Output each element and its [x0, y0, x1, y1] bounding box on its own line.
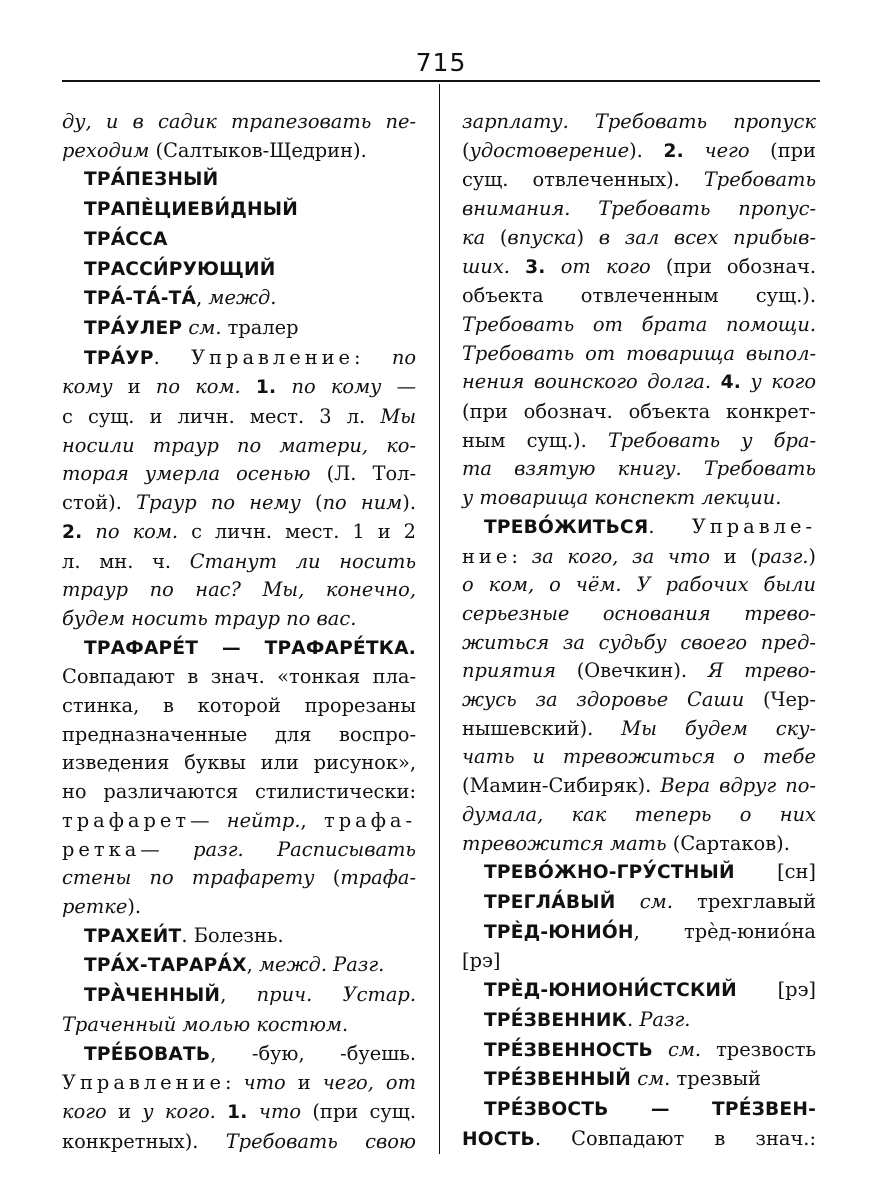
italic-text: нения воинского долга.	[462, 370, 712, 394]
left-column-line	[62, 108, 416, 137]
right-column	[462, 108, 816, 1154]
entry-text: (при обознач. объекта конкрет-	[462, 400, 816, 424]
headword: 1.	[255, 377, 277, 399]
headword: ТРЕВО́ЖНО-ГРУ́СТНЫЙ	[484, 862, 735, 884]
italic-text: см.	[188, 315, 222, 339]
italic-text: ду, и в садик трапезовать пе-	[62, 110, 416, 133]
italic-text: кому	[62, 375, 113, 399]
right-column-line	[462, 600, 816, 629]
entry-text: трафа-	[324, 808, 416, 832]
right-column-line	[462, 947, 816, 976]
headword: ТРЕ́ЗВОСТЬ — ТРЕ́ЗВЕН-	[484, 1098, 816, 1120]
entry-text: [рэ]	[462, 949, 501, 973]
left-column-line	[62, 692, 416, 721]
entry-text: и	[112, 375, 156, 399]
italic-text: кого	[62, 1099, 107, 1123]
entry-text: предназначенные для воспро-	[62, 722, 416, 746]
entry-text: изведения буквы или рисунок»,	[62, 751, 416, 775]
left-column-line	[62, 864, 416, 893]
entry-text: :	[224, 1071, 244, 1095]
headword: ТРЕ́ЗВЕННИК	[484, 1009, 627, 1031]
entry-text: ,	[300, 808, 324, 832]
entry-text: Управле-	[691, 514, 816, 538]
entry-text: (Сартаков).	[666, 831, 790, 855]
left-column-line	[62, 195, 416, 225]
italic-text: Требовать свою	[225, 1129, 416, 1153]
italic-text: о ком, о чём. У рабочих были	[462, 573, 816, 597]
entry-text: трезвость	[701, 1037, 816, 1061]
italic-text: Требовать	[703, 168, 816, 192]
italic-text: тревожится мать	[462, 831, 667, 855]
italic-text: ших.	[462, 254, 510, 278]
right-column-line	[462, 166, 816, 195]
headword: ТРА́ССА	[84, 228, 168, 250]
italic-text: что	[243, 1071, 286, 1095]
italic-text: от кого	[560, 254, 651, 278]
italic-text: по ком.	[155, 375, 241, 399]
entry-text: но различаются стилистически:	[62, 780, 416, 804]
entry-text: трафарет	[62, 808, 191, 832]
entry-text: , -бую, -буешь.	[210, 1041, 416, 1065]
right-column-line	[462, 543, 816, 572]
italic-text: трафа-	[340, 866, 416, 890]
headword: ТРАФАРЕ́Т — ТРАФАРЕ́ТКА.	[84, 637, 416, 659]
left-column-line	[62, 344, 416, 374]
italic-text: межд.	[208, 286, 277, 310]
left-column-line	[62, 981, 416, 1011]
left-column-line	[62, 1011, 416, 1040]
right-column-line	[462, 1036, 816, 1066]
left-column-line	[62, 548, 416, 577]
headword: ТРА̀ЧЕННЫЙ	[84, 985, 221, 1007]
italic-text: по ним	[322, 491, 403, 515]
entry-text: .	[626, 1007, 640, 1031]
entry-text: и (	[710, 544, 758, 568]
entry-text: )	[576, 225, 599, 249]
entry-text: ,	[220, 983, 257, 1007]
left-column-line	[62, 165, 416, 195]
entry-text: нышевский).	[462, 716, 622, 740]
headword: ТРА́ПЕЗНЫЙ	[84, 169, 219, 191]
left-column-line	[62, 605, 416, 634]
italic-text: Мы будем ску-	[621, 716, 817, 740]
headword: ТРЀД-ЮНИОНИ́СТСКИЙ	[484, 980, 737, 1002]
left-column-line	[62, 951, 416, 981]
italic-text: жусь за здоровье Саши	[462, 688, 745, 712]
right-column-line	[462, 801, 816, 830]
entry-text	[82, 520, 95, 543]
entry-text: ).	[629, 138, 664, 162]
entry-text: (	[300, 491, 323, 515]
right-column-line	[462, 888, 816, 918]
entry-text: (	[314, 866, 341, 890]
right-column-line	[462, 195, 816, 224]
italic-text: см.	[639, 889, 673, 913]
headword: ТРЕ́БОВАТЬ	[84, 1043, 211, 1065]
right-column-line	[462, 427, 816, 456]
headword: ТРА́УЛЕР	[84, 317, 183, 339]
italic-text: Вера вдруг по-	[660, 774, 816, 798]
right-column-line	[462, 137, 816, 167]
entry-text: .	[648, 514, 692, 538]
right-column-line	[462, 253, 816, 283]
italic-text: по ком.	[95, 519, 179, 543]
left-column-line	[62, 721, 416, 750]
right-column-line	[462, 858, 816, 888]
right-column-line	[462, 1065, 816, 1095]
entry-text: и	[285, 1071, 323, 1095]
entry-text: (	[485, 225, 508, 249]
italic-text: Требовать от товарища выпол-	[462, 341, 816, 365]
headword: ТРАССИ́РУЮЩИЙ	[84, 258, 276, 280]
right-column-line	[462, 686, 816, 715]
italic-text: серьезные основания трево-	[462, 601, 816, 625]
entry-text: стинка, в которой прорезаны	[62, 694, 416, 718]
headword: ТРА́Х-ТАРАРА́Х	[84, 955, 247, 977]
headword: 3.	[525, 256, 546, 278]
left-column-line	[62, 1069, 416, 1098]
italic-text: ка	[462, 225, 486, 249]
left-column-line	[62, 1040, 416, 1070]
right-column-line	[462, 368, 816, 398]
left-column-line	[62, 373, 416, 403]
entry-text: . Совпадают в знач.:	[534, 1126, 816, 1150]
italic-text: по кому	[291, 375, 382, 399]
right-column-line	[462, 743, 816, 772]
entry-text: —	[381, 375, 416, 399]
italic-text: стены по трафарету	[62, 866, 315, 890]
entry-text: (Овечкин).	[555, 659, 708, 683]
headword: ТРА́УР	[84, 347, 154, 369]
entry-text: сущ. отвлеченных).	[462, 168, 704, 192]
left-column-line	[62, 922, 416, 952]
italic-text: Траченный молью костюм.	[62, 1012, 349, 1036]
italic-text: разг.	[757, 544, 809, 568]
entry-text: ).	[127, 894, 142, 918]
left-column-line	[62, 576, 416, 605]
italic-text: Разг.	[639, 1007, 691, 1031]
left-column-line	[62, 255, 416, 285]
entry-text: :	[354, 345, 392, 369]
entry-text: .	[153, 345, 192, 369]
right-column-line	[462, 629, 816, 658]
entry-text: (Салтыков-Щедрин).	[149, 138, 367, 162]
right-column-line	[462, 455, 816, 484]
left-column-line	[62, 314, 416, 344]
italic-text: межд. Разг.	[258, 953, 385, 977]
entry-text: . Болезнь.	[181, 923, 284, 947]
italic-text: приятия	[462, 659, 556, 683]
italic-text: прич. Устар.	[256, 983, 416, 1007]
entry-text: трехглавый	[672, 889, 816, 913]
left-column-line	[62, 1098, 416, 1128]
italic-text: у кого.	[142, 1099, 216, 1123]
entry-text	[616, 890, 640, 913]
entry-text: ретка	[62, 837, 141, 861]
right-column-line	[462, 1125, 816, 1155]
entry-text: (	[462, 138, 470, 162]
entry-text	[510, 255, 525, 278]
left-column-line	[62, 778, 416, 807]
entry-text: [рэ]	[736, 978, 816, 1002]
left-column-line	[62, 663, 416, 692]
entry-text: стой).	[62, 491, 137, 515]
italic-text: Мы	[380, 405, 416, 429]
italic-text: чего	[704, 138, 750, 162]
page-number: 715	[415, 48, 467, 77]
headword: ТРАПЀЦИЕВИ́ДНЫЙ	[84, 199, 298, 221]
left-column-line	[62, 749, 416, 778]
right-column-line	[462, 830, 816, 859]
entry-text: (при сущ.	[301, 1099, 416, 1123]
right-column-line	[462, 282, 816, 311]
italic-text: см.	[667, 1037, 702, 1061]
italic-text: см.	[637, 1067, 671, 1091]
left-column-line	[62, 284, 416, 314]
left-column-line	[62, 807, 416, 836]
right-column-line	[462, 571, 816, 600]
entry-text: :	[511, 544, 532, 568]
headword: 2.	[663, 140, 684, 162]
italic-text: думала, как теперь о них	[462, 802, 816, 826]
italic-text: удостоверение	[469, 138, 630, 162]
entry-text: , трѐд-юнио́на	[633, 919, 816, 943]
italic-text: будем носить траур по вас.	[62, 606, 357, 630]
entry-text: (Мамин-Сибиряк).	[462, 774, 661, 798]
entry-text: трезвый	[670, 1067, 761, 1091]
right-column-line	[462, 108, 816, 137]
italic-text: житься за судьбу своего пред-	[462, 630, 816, 654]
entry-text	[741, 370, 751, 393]
italic-text: та взятую книгу. Требовать	[462, 457, 816, 481]
headword: ТРЕВО́ЖИТЬСЯ	[484, 516, 649, 538]
left-column-line	[62, 432, 416, 461]
entry-text: —	[140, 837, 194, 861]
italic-text: чать и тревожиться о тебе	[462, 745, 816, 769]
entry-text: (Л. Тол-	[310, 462, 417, 486]
italic-text: Требовать у бра-	[607, 428, 816, 452]
italic-text: в зал всех прибыв-	[598, 225, 817, 249]
italic-text: ретке	[62, 894, 128, 918]
right-column-line	[462, 340, 816, 369]
headword: ТРЀД-ЮНИО́Н	[484, 921, 634, 943]
entry-text	[248, 1100, 259, 1123]
entry-text: ).	[402, 491, 416, 515]
entry-text: Управление	[191, 345, 355, 369]
entry-text: с сущ. и личн. мест. 3 л.	[62, 405, 381, 429]
left-column-line	[62, 893, 416, 922]
italic-text: у товарища конспект лекции.	[462, 486, 782, 510]
headword: ТРЕ́ЗВЕННОСТЬ	[484, 1039, 653, 1061]
italic-text: за кого, за что	[531, 544, 710, 568]
entry-text	[684, 139, 705, 162]
right-column-line	[462, 224, 816, 253]
italic-text: носили траур по матери, ко-	[62, 433, 416, 457]
headword: ТРЕ́ЗВЕННЫЙ	[484, 1069, 632, 1091]
entry-text: объекта отвлеченным сущ.).	[462, 284, 816, 308]
italic-text: торая умерла осенью	[62, 462, 311, 486]
headword: НОСТЬ	[462, 1128, 535, 1150]
right-column-line	[462, 772, 816, 801]
left-column	[62, 108, 416, 1156]
header-rule	[62, 80, 820, 82]
entry-text: ,	[246, 953, 259, 977]
italic-text: внимания. Требовать пропус-	[462, 197, 816, 221]
right-column-line	[462, 1095, 816, 1125]
column-divider	[439, 84, 440, 1154]
entry-text: конкретных).	[62, 1129, 226, 1153]
entry-text	[546, 255, 561, 278]
entry-text: и	[106, 1099, 143, 1123]
right-column-line	[462, 715, 816, 744]
entry-text: (при обознач.	[650, 254, 816, 278]
headword: 1.	[227, 1101, 248, 1123]
entry-text: ным сущ.).	[462, 428, 608, 452]
italic-text: Я трево-	[707, 659, 816, 683]
entry-text: )	[808, 544, 816, 568]
headword: ТРА́-ТА́-ТА́	[84, 288, 197, 310]
headword: ТРЕГЛА́ВЫЙ	[484, 891, 616, 913]
left-column-line	[62, 836, 416, 865]
left-column-line	[62, 489, 416, 518]
italic-text: нейтр.	[226, 808, 301, 832]
entry-text: [сн]	[734, 860, 816, 884]
italic-text: Требовать от брата помощи.	[462, 312, 816, 336]
headword: ТРАХЕИ́Т	[84, 925, 182, 947]
right-column-line	[462, 657, 816, 686]
entry-text: —	[190, 808, 227, 832]
right-column-line	[462, 513, 816, 543]
italic-text: что	[258, 1099, 302, 1123]
headword: 4.	[720, 372, 741, 394]
right-column-line	[462, 918, 816, 948]
entry-text: Управление	[62, 1071, 225, 1095]
italic-text: по	[391, 345, 417, 369]
italic-text: разг. Расписывать	[193, 837, 416, 861]
italic-text: зарплату. Требовать пропуск	[462, 110, 816, 133]
entry-text	[653, 1038, 668, 1061]
italic-text: Траур по нему	[136, 491, 301, 515]
entry-text	[711, 370, 721, 393]
italic-text: реходим	[62, 138, 150, 162]
entry-text: с личн. мест. 1 и 2	[178, 519, 416, 543]
right-column-line	[462, 976, 816, 1006]
left-column-line	[62, 634, 416, 664]
italic-text: чего, от	[322, 1071, 416, 1095]
right-column-line	[462, 398, 816, 427]
right-column-line	[462, 1006, 816, 1036]
entry-text: л. мн. ч.	[62, 549, 190, 573]
right-column-line	[462, 484, 816, 513]
left-column-line	[62, 225, 416, 255]
left-column-line	[62, 460, 416, 489]
left-column-line	[62, 137, 416, 166]
entry-text: ние	[462, 544, 512, 568]
left-column-line	[62, 1128, 416, 1157]
entry-text	[216, 1100, 227, 1123]
left-column-line	[62, 403, 416, 432]
entry-text: Совпадают в знач. «тонкая пла-	[62, 665, 416, 689]
headword: 2.	[62, 521, 83, 543]
entry-text: (при	[749, 138, 816, 162]
entry-text	[276, 375, 291, 398]
italic-text: впуска	[507, 225, 577, 249]
italic-text: Станут ли носить	[189, 549, 416, 573]
right-column-line	[462, 311, 816, 340]
italic-text: траур по нас? Мы, конечно,	[62, 578, 416, 602]
entry-text: (Чер-	[744, 688, 816, 712]
left-column-line	[62, 518, 416, 548]
entry-text	[241, 375, 256, 398]
entry-text: ,	[196, 286, 209, 310]
italic-text: у кого	[750, 370, 816, 394]
entry-text: тралер	[221, 315, 299, 339]
